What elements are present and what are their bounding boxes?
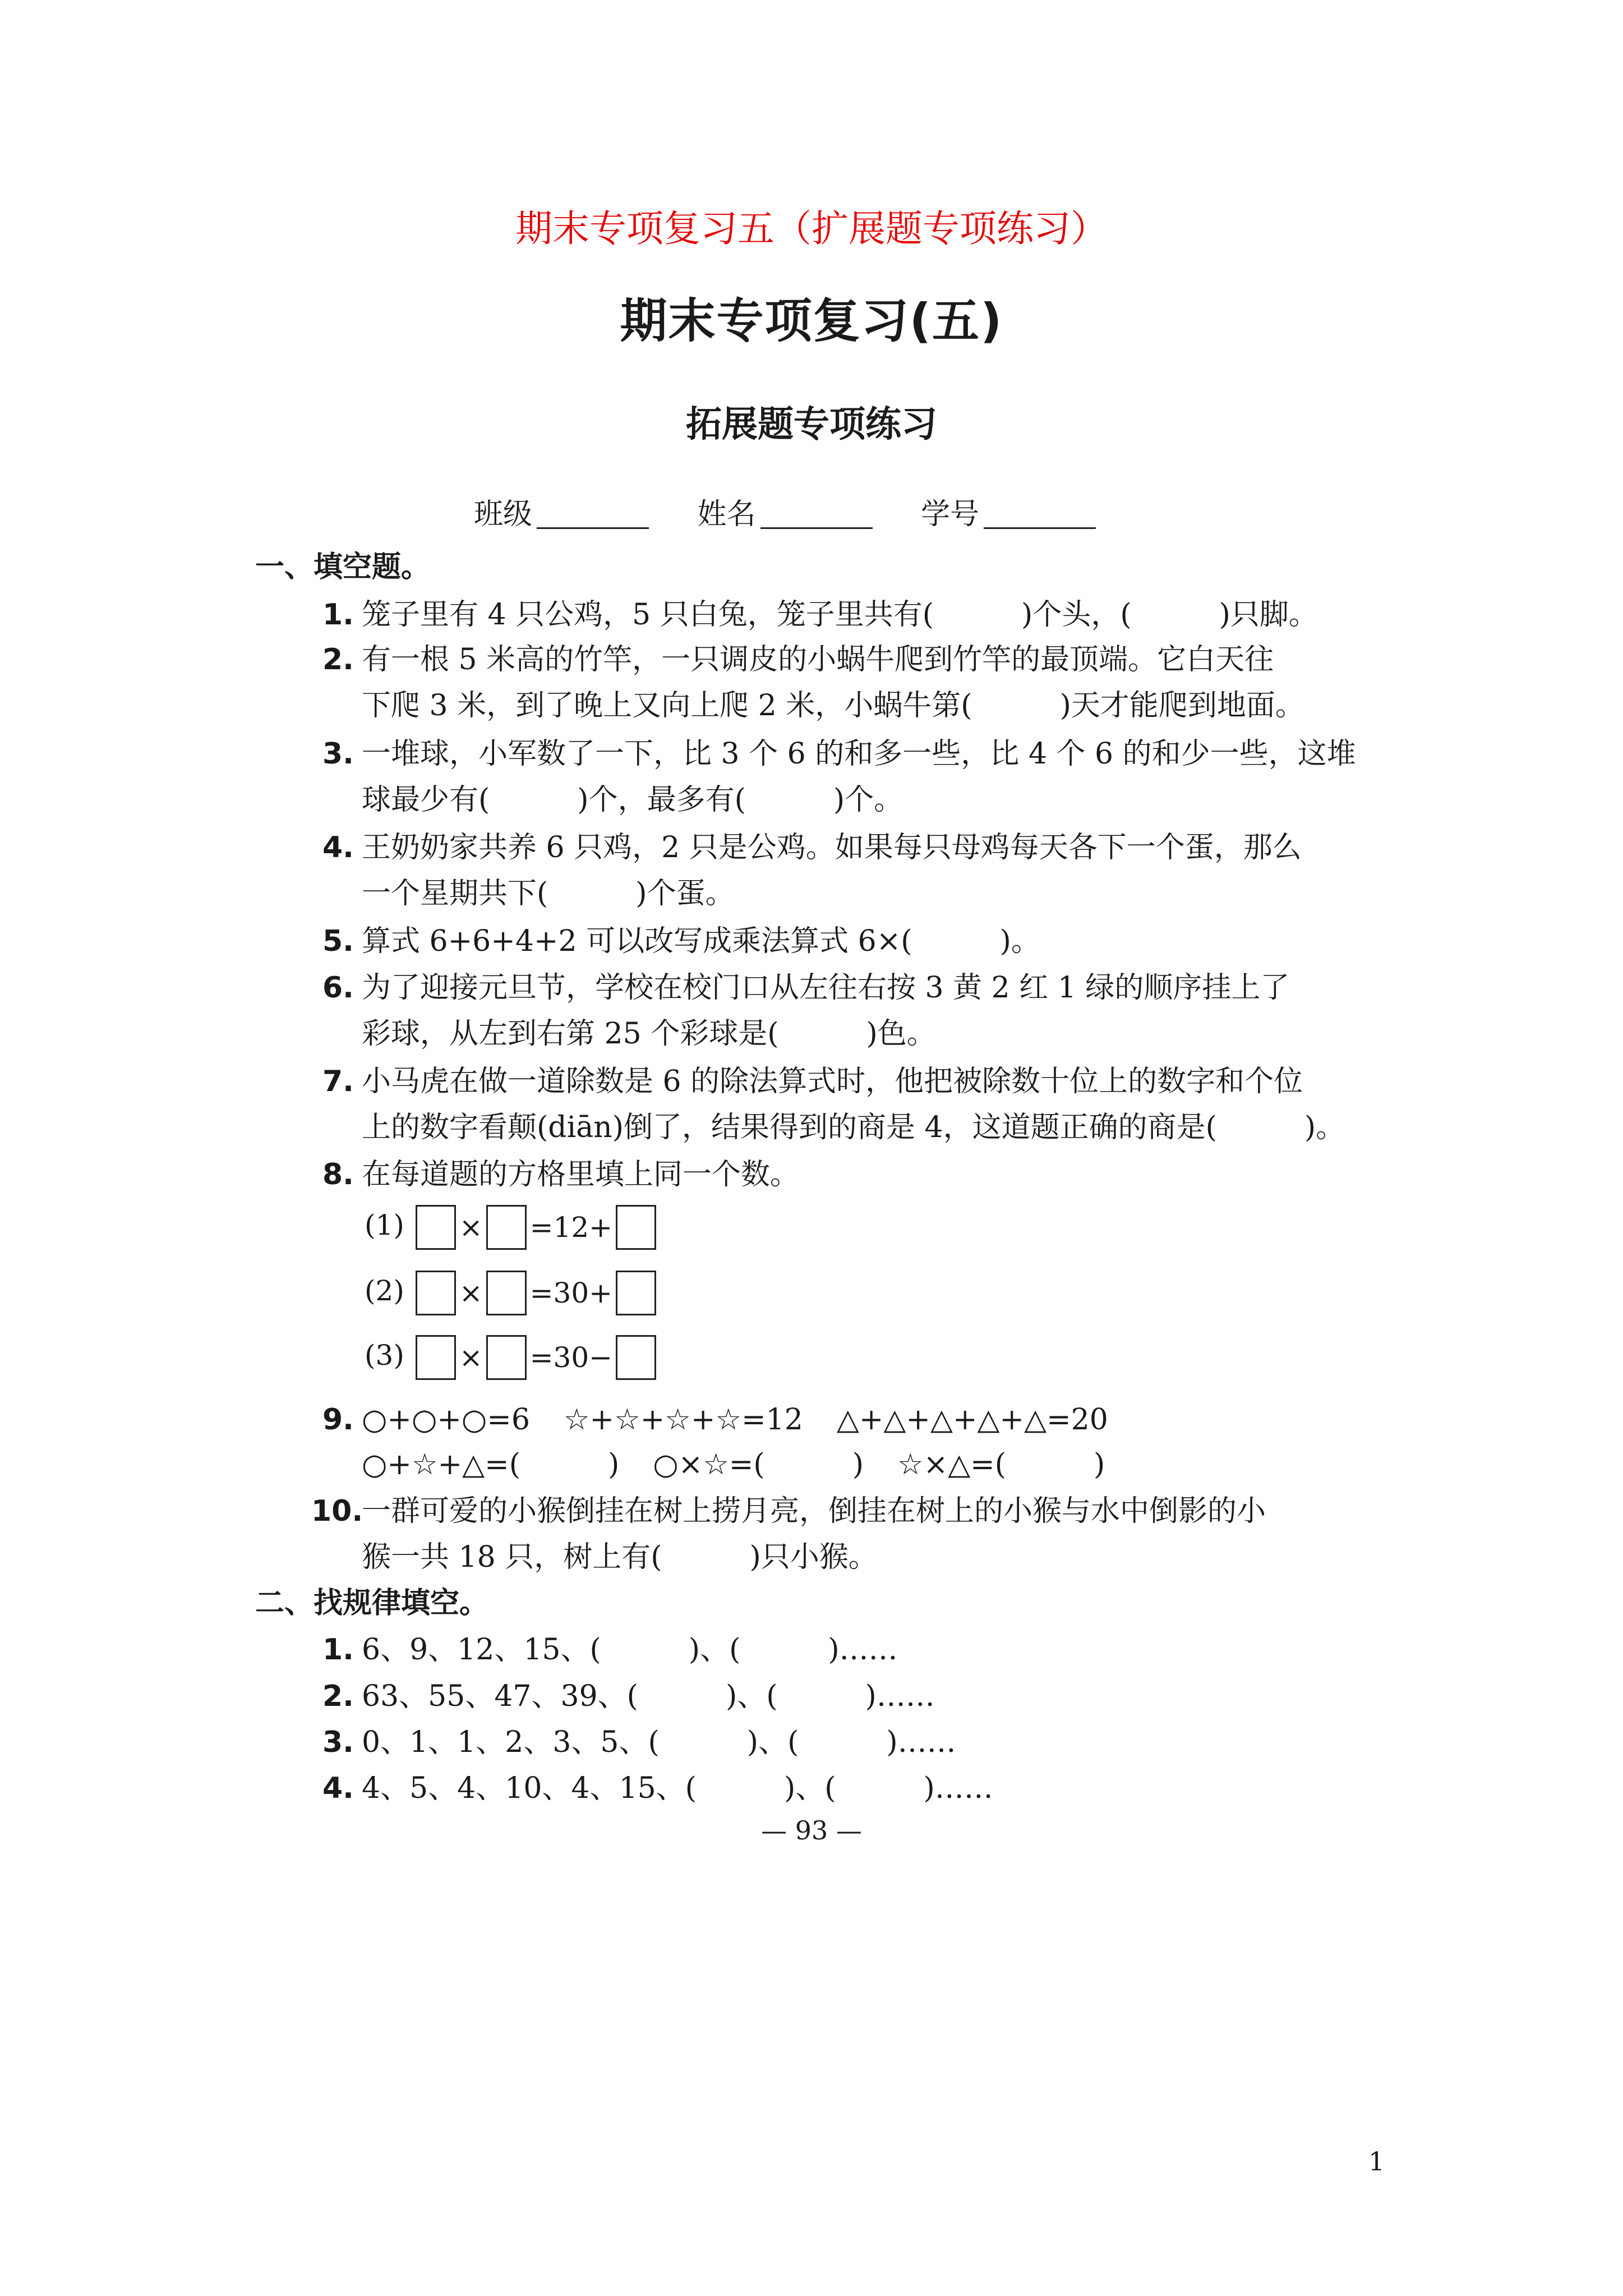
question-text: 一堆球，小军数了一下，比 3 个 6 的和多一些，比 4 个 6 的和少一些，这堆 <box>362 737 1356 771</box>
answer-box[interactable] <box>486 1271 527 1315</box>
symbol-equation: △+△+△+△+△=20 <box>836 1403 1108 1437</box>
student-info-row <box>474 499 1135 529</box>
name-label: 姓名 <box>697 498 756 531</box>
answer-box[interactable] <box>416 1335 456 1380</box>
question-5 <box>322 924 1040 958</box>
id-label: 学号 <box>921 498 980 531</box>
times-sign: × <box>459 1211 483 1244</box>
worksheet-subtitle: 拓展题专项练习 <box>686 404 937 445</box>
equation-tail: =12+ <box>529 1211 613 1244</box>
question-number: 4. <box>322 1772 354 1805</box>
answer-box[interactable] <box>486 1205 527 1250</box>
equation-tail: =30+ <box>529 1277 613 1309</box>
question-2-line-2: 下爬 3 米，到了晚上又向上爬 2 米，小蜗牛第( )天才能爬到地面。 <box>362 689 1304 723</box>
item-label: (3) <box>365 1339 404 1372</box>
answer-box[interactable] <box>486 1335 527 1380</box>
question-number: 4. <box>322 831 354 864</box>
question-9 <box>322 1403 1142 1437</box>
question-text: 为了迎接元旦节，学校在校门口从左往右按 3 黄 2 红 1 绿的顺序挂上了 <box>362 971 1290 1005</box>
answer-box[interactable] <box>616 1205 656 1250</box>
question-4 <box>322 833 1302 862</box>
question-text: 一群可爱的小猴倒挂在树上捞月亮，倒挂在树上的小猴与水中倒影的小 <box>362 1494 1266 1528</box>
question-number: 1. <box>322 1633 354 1667</box>
symbol-question: ○+☆+△=( ) <box>362 1448 620 1481</box>
pattern-question-1 <box>322 1633 898 1667</box>
answer-box[interactable] <box>416 1205 456 1250</box>
question-number: 3. <box>322 1726 354 1759</box>
question-10 <box>311 1494 1266 1528</box>
question-number: 3. <box>322 737 354 771</box>
question-number: 2. <box>322 643 354 677</box>
question-number: 5. <box>322 924 354 958</box>
times-sign: × <box>459 1277 483 1309</box>
pattern-question-3 <box>322 1728 956 1757</box>
question-6-line-2: 彩球，从左到右第 25 个彩球是( )色。 <box>362 1017 936 1051</box>
question-number: 7. <box>322 1065 354 1098</box>
question-6 <box>322 971 1290 1005</box>
question-number: 10. <box>311 1494 363 1528</box>
equation-tail: =30− <box>529 1341 613 1374</box>
pattern-question-4 <box>322 1774 993 1803</box>
question-text: 63、55、47、39、( )、( )…… <box>362 1680 935 1713</box>
answer-box[interactable] <box>616 1335 656 1380</box>
item-label: (1) <box>365 1209 404 1241</box>
question-3-line-2: 球最少有( )个，最多有( )个。 <box>362 783 903 817</box>
section-pattern-title: 二、找规律填空。 <box>255 1586 489 1620</box>
question-text: 0、1、1、2、3、5、( )、( )…… <box>362 1726 956 1759</box>
question-text: 算式 6+6+4+2 可以改写成乘法算式 6×( )。 <box>362 924 1040 958</box>
question-1 <box>322 598 1318 632</box>
question-8-item-3 <box>365 1335 658 1380</box>
printed-page-number: — 93 — <box>761 1815 862 1846</box>
question-3 <box>322 739 1356 769</box>
class-blank[interactable] <box>537 499 649 529</box>
question-2 <box>322 643 1274 677</box>
question-8 <box>322 1160 799 1189</box>
question-text: 有一根 5 米高的竹竿，一只调皮的小蜗牛爬到竹竿的最顶端。它白天往 <box>362 643 1274 677</box>
question-number: 9. <box>322 1403 354 1437</box>
pattern-question-2 <box>322 1682 935 1711</box>
document-title: 期末专项复习五（扩展题专项练习） <box>515 207 1108 250</box>
question-number: 6. <box>322 971 354 1005</box>
times-sign: × <box>459 1341 483 1374</box>
question-text: 6、9、12、15、( )、( )…… <box>362 1633 898 1667</box>
worksheet-title: 期末专项复习(五) <box>620 293 1003 348</box>
question-7 <box>322 1067 1303 1096</box>
question-number: 1. <box>322 598 354 632</box>
question-7-line-2: 上的数字看颠(diān)倒了，结果得到的商是 4，这道题正确的商是( )。 <box>362 1111 1345 1144</box>
question-text: 小马虎在做一道除数是 6 的除法算式时，他把被除数十位上的数字和个位 <box>362 1065 1303 1098</box>
question-4-line-2: 一个星期共下( )个蛋。 <box>362 877 735 910</box>
id-blank[interactable] <box>984 499 1096 529</box>
document-page-number: 1 <box>1368 2146 1385 2177</box>
question-9-line-2 <box>362 1450 1138 1479</box>
name-blank[interactable] <box>760 499 873 529</box>
question-text: 4、5、4、10、4、15、( )、( )…… <box>362 1772 993 1805</box>
question-8-item-1 <box>365 1205 658 1250</box>
answer-box[interactable] <box>416 1271 456 1315</box>
question-number: 8. <box>322 1158 354 1191</box>
section-fill-blank-title: 一、填空题。 <box>255 550 431 584</box>
question-text: 笼子里有 4 只公鸡，5 只白兔，笼子里共有( )个头，( )只脚。 <box>362 598 1318 632</box>
item-label: (2) <box>365 1274 404 1307</box>
question-10-line-2: 猴一共 18 只，树上有( )只小猴。 <box>362 1540 878 1574</box>
symbol-question: ☆×△=( ) <box>897 1448 1105 1481</box>
symbol-question: ○×☆=( ) <box>653 1448 864 1481</box>
symbol-equation: ○+○+○=6 <box>362 1403 530 1437</box>
answer-box[interactable] <box>616 1271 656 1315</box>
question-text: 王奶奶家共养 6 只鸡，2 只是公鸡。如果每只母鸡每天各下一个蛋，那么 <box>362 831 1302 864</box>
question-number: 2. <box>322 1680 354 1713</box>
class-label: 班级 <box>474 498 533 531</box>
question-text: 在每道题的方格里填上同一个数。 <box>362 1158 800 1191</box>
question-8-item-2 <box>365 1271 658 1315</box>
symbol-equation: ☆+☆+☆+☆=12 <box>563 1403 803 1437</box>
